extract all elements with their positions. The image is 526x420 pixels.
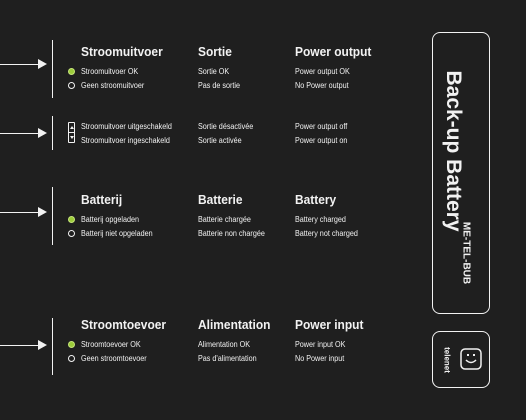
power-input-heading-fr: Alimentation [198, 317, 271, 332]
green-led-icon [68, 68, 75, 75]
switch-arrow-line [0, 133, 40, 134]
brand-box [432, 331, 490, 388]
legend-text-nl: Geen stroomuitvoer [81, 81, 145, 90]
legend-text-nl: Batterij niet opgeladen [81, 229, 153, 238]
legend-text-fr: Alimentation OK [198, 340, 251, 349]
legend-text-en: Battery not charged [295, 229, 358, 238]
switch-bracket [52, 116, 53, 150]
power-input-heading-en: Power input [295, 317, 364, 332]
input-arrow-head [38, 340, 47, 350]
legend-text-fr: Sortie activée [198, 136, 242, 145]
battery-heading-fr: Batterie [198, 192, 243, 207]
battery-heading-en: Battery [295, 192, 337, 207]
power-output-heading-en: Power output [295, 44, 372, 59]
legend-text-nl: Stroomuitvoer ingeschakeld [81, 136, 170, 145]
off-led-icon [68, 230, 75, 237]
legend-row [68, 120, 408, 134]
legend-text-en: No Power input [295, 354, 345, 363]
input-arrow-line [0, 345, 40, 346]
legend-text-nl: Batterij opgeladen [81, 215, 140, 224]
switch-arrow-head [38, 128, 47, 138]
model-number: ME-TEL-BUB [460, 221, 472, 285]
legend-row [68, 65, 408, 79]
legend-text-nl: Stroomuitvoer OK [81, 67, 139, 76]
power-input-section [68, 316, 408, 366]
output-arrow-line [0, 64, 40, 65]
legend-text-en: Power output on [295, 136, 348, 145]
legend-text-en: No Power output [295, 81, 349, 90]
power-output-section [68, 43, 408, 93]
legend-text-fr: Batterie chargée [198, 215, 251, 224]
green-led-icon [68, 341, 75, 348]
battery-arrow-line [0, 212, 40, 213]
legend-text-nl: Stroomtoevoer OK [81, 340, 141, 349]
input-bracket [52, 318, 53, 375]
legend-text-en: Battery charged [295, 215, 346, 224]
output-arrow-head [38, 59, 47, 69]
legend-row [68, 338, 408, 352]
battery-section [68, 191, 408, 241]
brand-name: telenet [442, 347, 452, 373]
legend-text-nl: Stroomuitvoer uitgeschakeld [81, 122, 172, 131]
legend-text-fr: Pas de sortie [198, 81, 241, 90]
telenet-logo-icon [460, 348, 482, 370]
legend-row [68, 213, 408, 227]
battery-bracket [52, 187, 53, 245]
legend-row [68, 79, 408, 93]
legend-row [68, 352, 408, 366]
off-led-icon [68, 82, 75, 89]
output-bracket [52, 40, 53, 98]
legend-text-nl: Geen stroomtoevoer [81, 354, 147, 363]
battery-heading-nl: Batterij [81, 192, 123, 207]
product-label-box [432, 32, 490, 314]
legend-text-fr: Sortie OK [198, 67, 230, 76]
power-output-heading-nl: Stroomuitvoer [81, 44, 163, 59]
power-input-heading-nl: Stroomtoevoer [81, 317, 167, 332]
legend-row [68, 227, 408, 241]
product-title: Back-up Battery [442, 70, 465, 232]
legend-text-fr: Pas d'alimentation [198, 354, 257, 363]
legend-text-en: Power input OK [295, 340, 346, 349]
off-led-icon [68, 355, 75, 362]
green-led-icon [68, 216, 75, 223]
legend-text-en: Power output OK [295, 67, 350, 76]
power-output-heading-fr: Sortie [198, 44, 232, 59]
legend-text-fr: Sortie désactivée [198, 122, 254, 131]
legend-text-fr: Batterie non chargée [198, 229, 265, 238]
legend-text-en: Power output off [295, 122, 348, 131]
legend-row [68, 134, 408, 148]
battery-arrow-head [38, 207, 47, 217]
